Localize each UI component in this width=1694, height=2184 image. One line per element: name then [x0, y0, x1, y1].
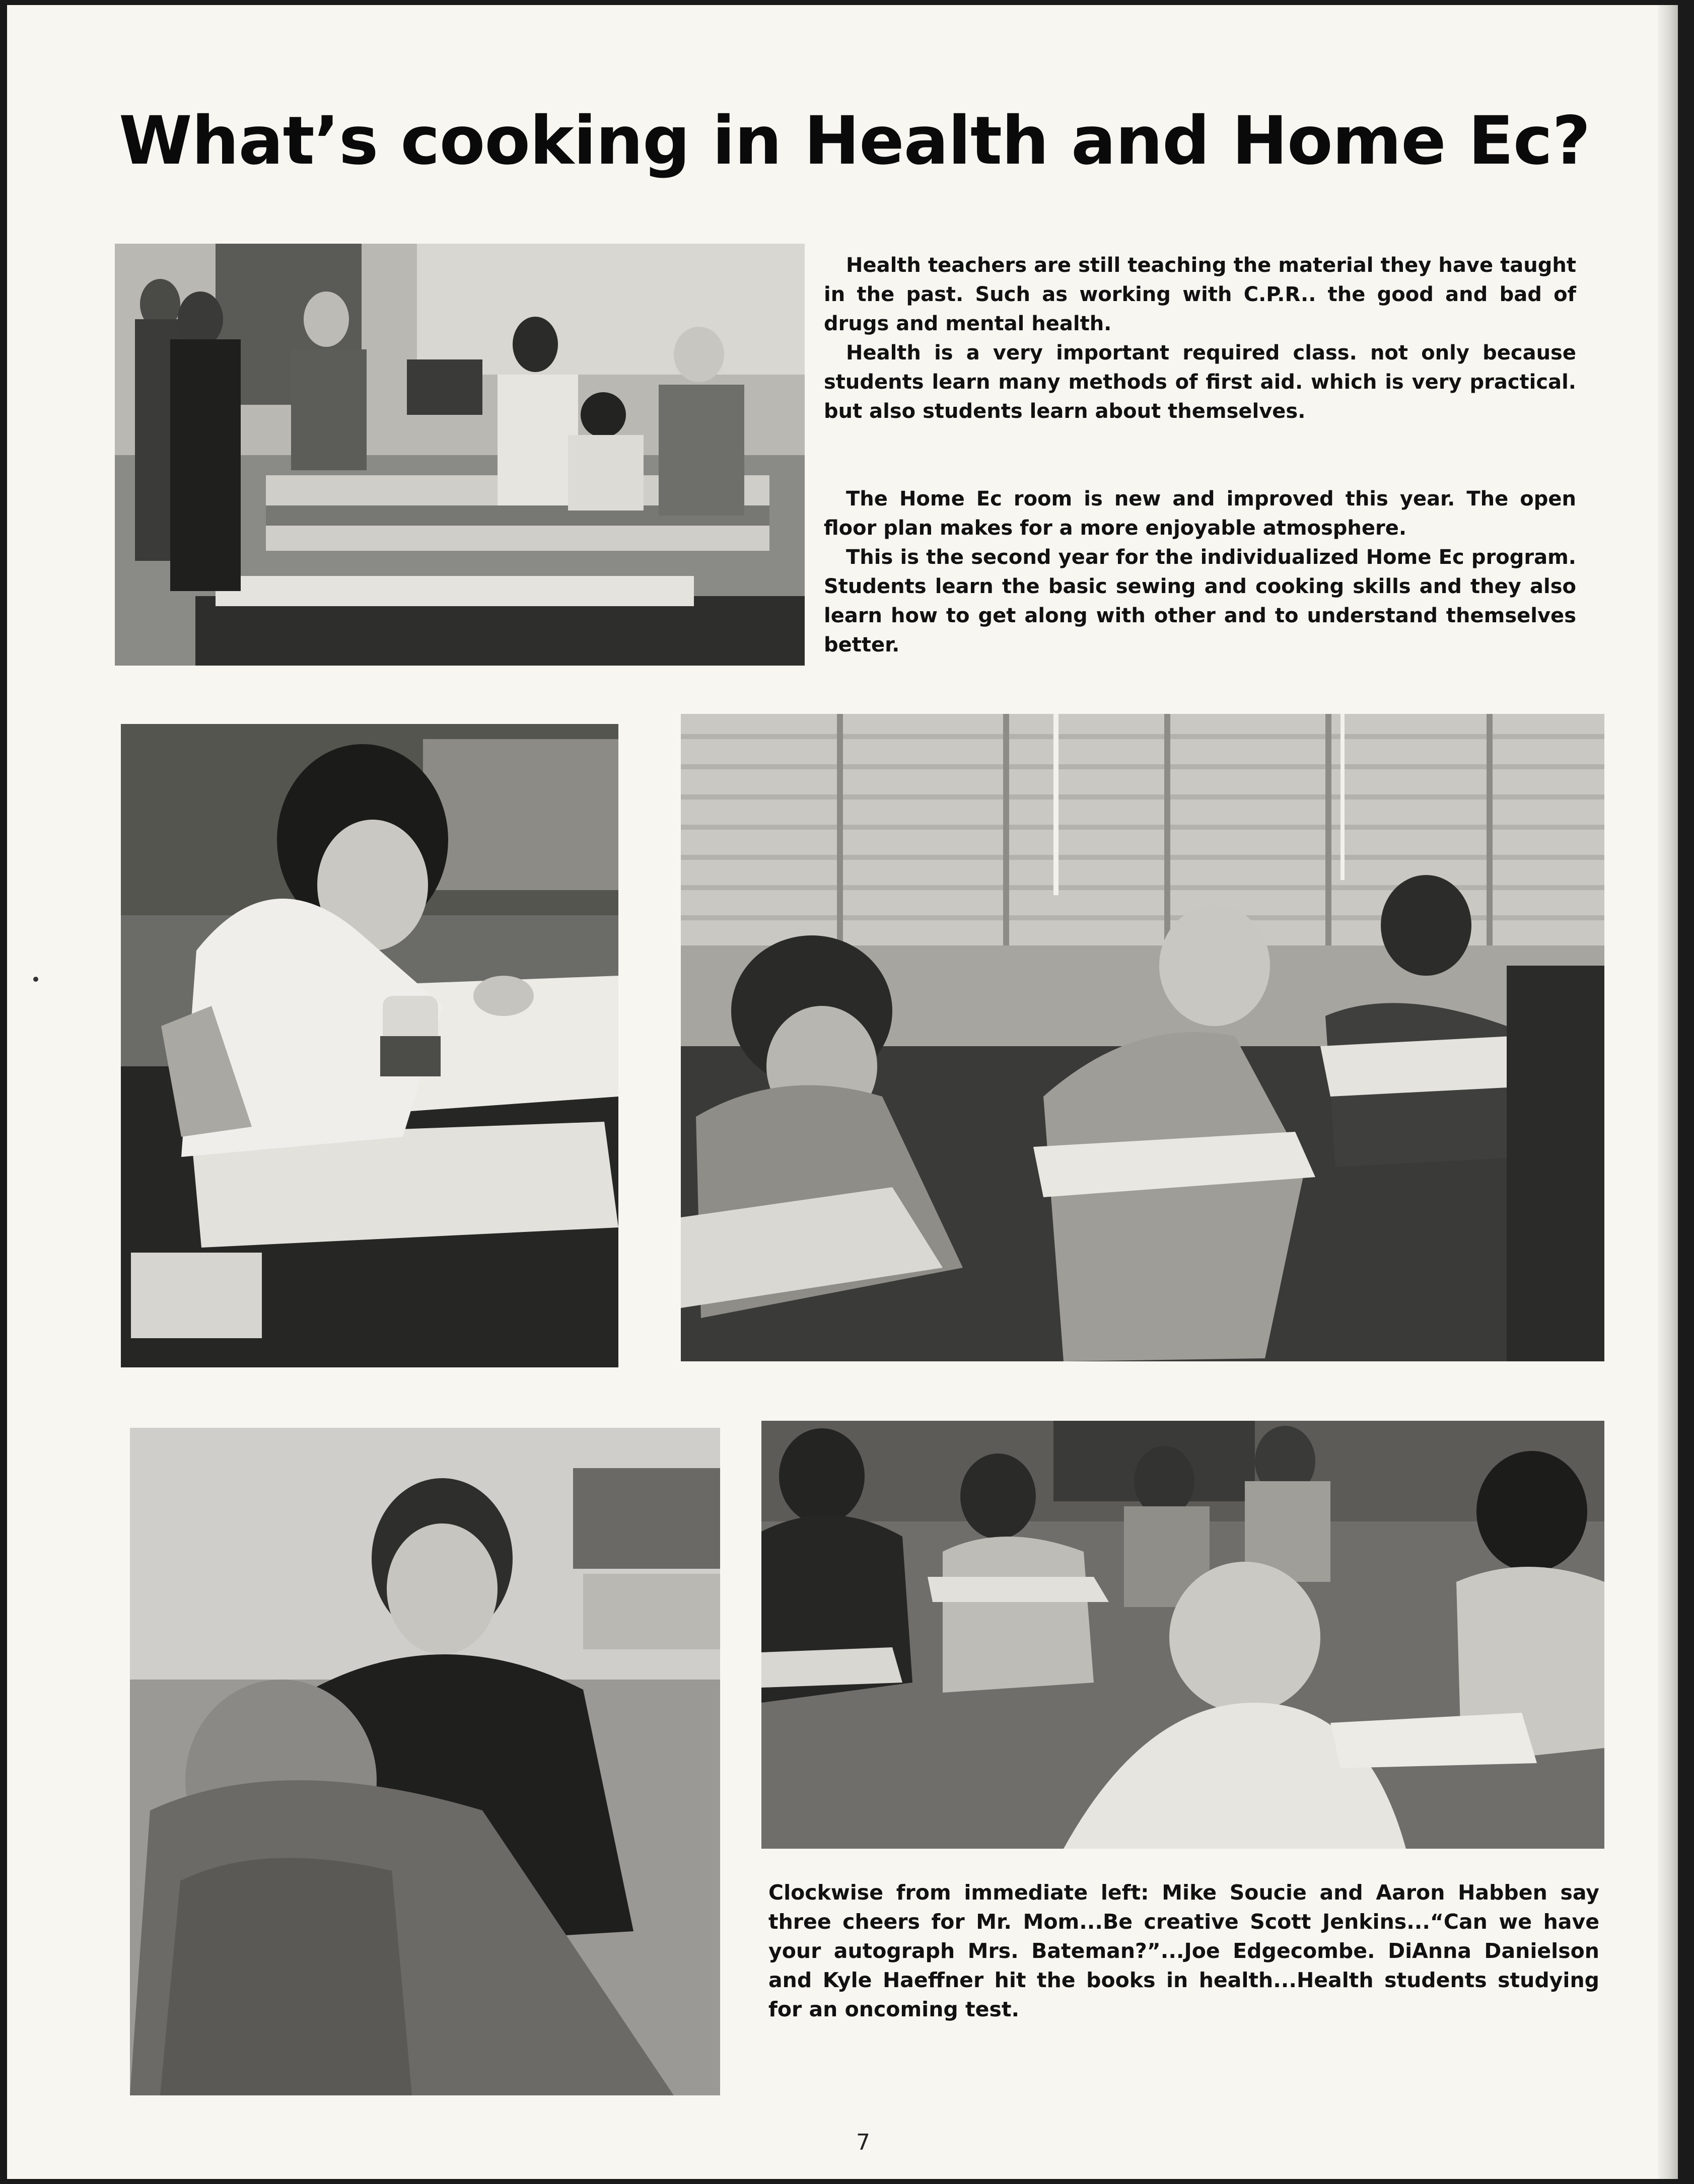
- page-number: 7: [856, 2130, 870, 2155]
- photo-student-gluing: [121, 724, 618, 1367]
- photo-caption: [768, 1878, 1599, 2024]
- photo-student-gluing-image: [121, 724, 618, 1367]
- photo-two-students: [130, 1428, 720, 2095]
- page-title: What’s cooking in Health and Home Ec?: [119, 102, 1590, 180]
- health-text-block: [824, 251, 1576, 426]
- page-edge-shadow: [1658, 5, 1678, 2179]
- photo-two-students-image: [130, 1428, 720, 2095]
- photo-health-class-image: [761, 1421, 1604, 1849]
- home-ec-paragraph-2: This is the second year for the individualized Home Ec program. Students learn the basic sewing and cooking skills and they also learn how to get along with other and to understand themselves better.: [824, 546, 1576, 657]
- photo-home-ec-room-image: [115, 244, 805, 666]
- home-ec-paragraph-1: The Home Ec room is new and improved this year. The open floor plan makes for a more enjoyable atmosphere.: [824, 487, 1576, 540]
- print-speck: [33, 977, 38, 982]
- health-paragraph-2: Health is a very important required class. not only because students learn many methods of first aid. which is very practical. but also students learn about themselves.: [824, 341, 1576, 423]
- health-paragraph-1: Health teachers are still teaching the material they have taught in the past. Such as working with C.P.R.. the good and bad of drugs and mental health.: [824, 254, 1576, 335]
- yearbook-page: [7, 5, 1678, 2179]
- home-ec-text-block: [824, 484, 1576, 660]
- photo-students-reading-image: [681, 714, 1604, 1361]
- photo-students-reading: [681, 714, 1604, 1361]
- photo-home-ec-room: [115, 244, 805, 666]
- photo-health-class: [761, 1421, 1604, 1849]
- photo-caption-text: Clockwise from immediate left: Mike Soucie and Aaron Habben say three cheers for Mr. Mom...Be creative Scott Jenkins...“Can we have your autograph Mrs. Bateman?”...Joe Edgecombe. DiAnna Danielson and Kyle Haeffner hit the books in health...Health students studying for an oncoming test.: [768, 1880, 1599, 2021]
